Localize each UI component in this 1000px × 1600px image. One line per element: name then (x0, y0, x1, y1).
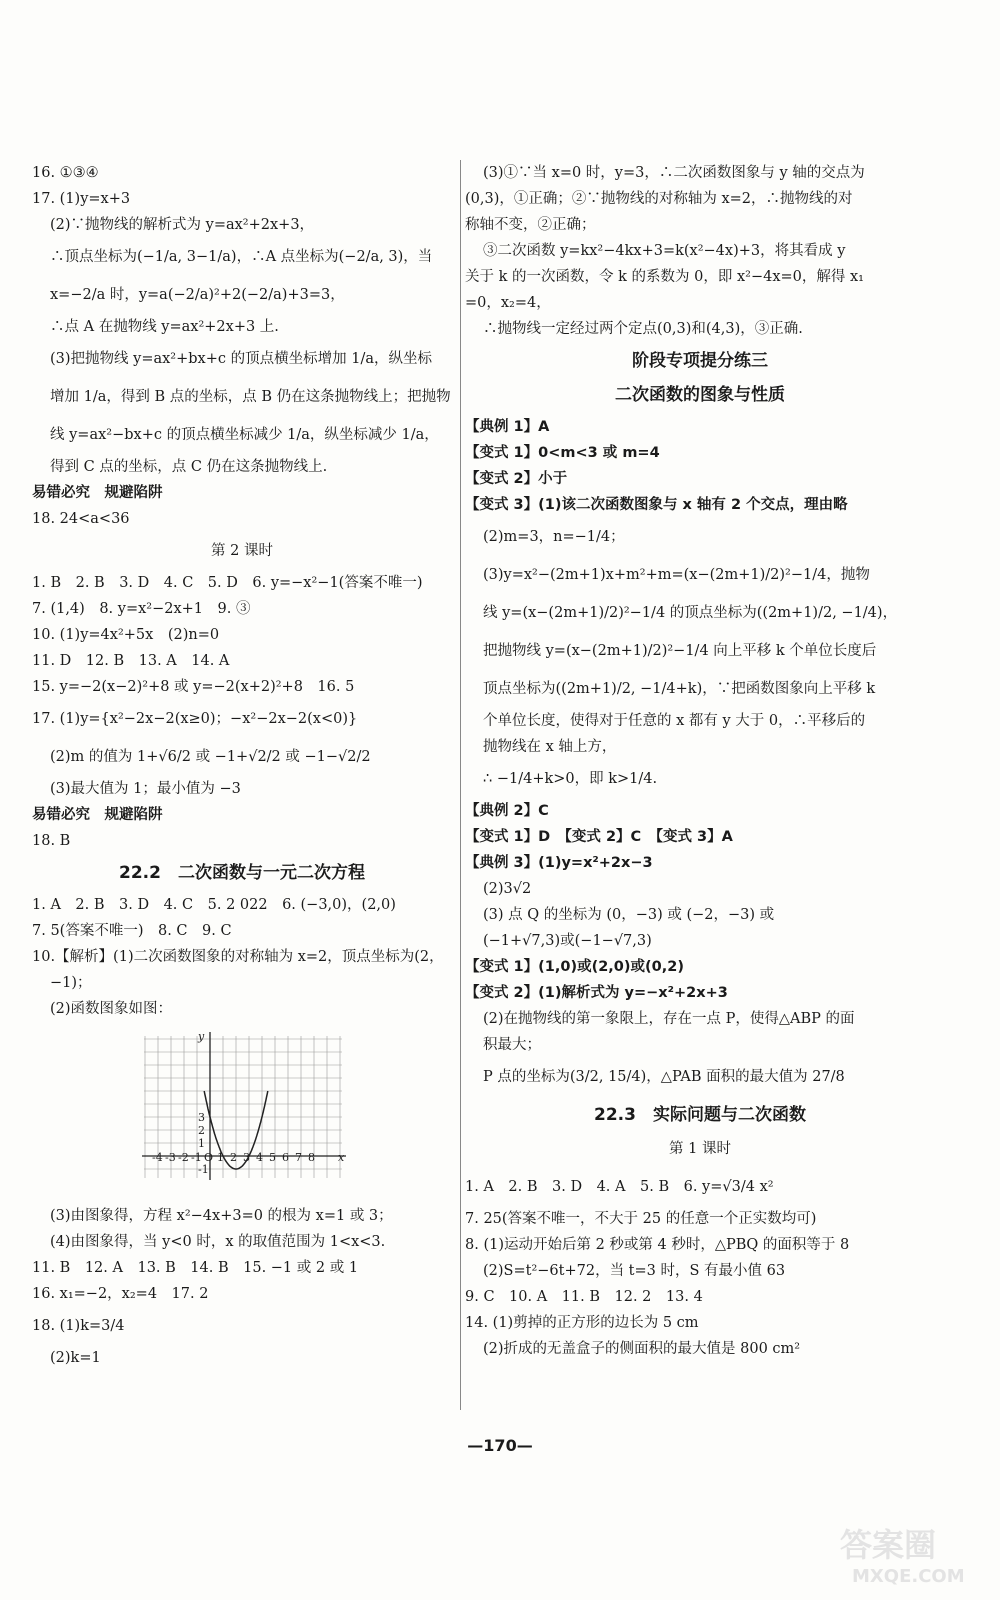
right-line: 抛物线在 x 轴上方， (483, 739, 617, 755)
x-axis-label: x (338, 1151, 345, 1164)
right-line: (3)①∵当 x=0 时，y=3，∴二次函数图象与 y 轴的交点为 (483, 165, 865, 181)
right-line: 个单位长度，使得对于任意的 x 都有 y 大于 0，∴平移后的 (483, 713, 866, 729)
right-line: (3)y=x²−(2m+1)x+m²+m=(x−(2m+1)/2)²−1/4，抛物 (483, 567, 870, 583)
left-line: 17. (1)y=x+3 (32, 191, 131, 207)
left-line: x=−2/a 时，y=a(−2/a)²+2(−2/a)+3=3， (50, 287, 345, 303)
left-line: 17. (1)y={x²−2x−2(x≥0)；−x²−2x−2(x<0)} (32, 711, 358, 727)
x-tick-label: 5 (269, 1151, 276, 1164)
left-answers-part1 (32, 160, 452, 1022)
left2-line: 11. B 12. A 13. B 14. B 15. −1 或 2 或 1 (32, 1260, 359, 1276)
right-line: 关于 k 的一次函数，令 k 的系数为 0，即 x²−4x=0，解得 x₁ (465, 269, 864, 285)
left-line: (2)m 的值为 1+√6/2 或 −1+√2/2 或 −1−√2/2 (50, 749, 371, 765)
watermark-url: MXQE.COM (852, 1566, 965, 1587)
right-line: (0,3)，①正确；②∵抛物线的对称轴为 x=2，∴抛物线的对 (465, 191, 853, 207)
y-axis-label: y (198, 1030, 205, 1043)
right-line: ∴ −1/4+k>0，即 k>1/4. (483, 771, 658, 787)
x-tick-label: 3 (243, 1151, 250, 1164)
left2-line: (2)k=1 (50, 1350, 101, 1366)
left-line: ∴点 A 在抛物线 y=ax²+2x+3 上. (50, 319, 279, 335)
right-line: 线 y=(x−(2m+1)/2)²−1/4 的顶点坐标为((2m+1)/2, −1/4)， (483, 605, 898, 621)
x-tick-label: -4 (152, 1151, 163, 1164)
right-column (465, 160, 935, 1362)
left-line: ∴顶点坐标为(−1/a, 3−1/a)，∴A 点坐标为(−2/a, 3)，当 (50, 249, 433, 265)
right-line: 7. 25(答案不唯一，不大于 25 的任意一个正实数均可) (465, 1211, 817, 1227)
right-line: 【典例 1】A (465, 419, 550, 435)
right-line: ∴抛物线一定经过两个定点(0,3)和(4,3)，③正确. (483, 321, 803, 337)
left-line: 22.2 二次函数与一元二次方程 (119, 863, 365, 883)
left-line: 1. A 2. B 3. D 4. C 5. 2 022 6. (−3,0)，(2,0) (32, 897, 396, 913)
watermark-logo (830, 1518, 980, 1588)
right-line: 8. (1)运动开始后第 2 秒或第 4 秒时，△PBQ 的面积等于 8 (465, 1237, 850, 1253)
right-line: 1. A 2. B 3. D 4. A 5. B 6. y=√3/4 x² (465, 1179, 774, 1195)
left2-line: (3)由图象得，方程 x²−4x+3=0 的根为 x=1 或 3； (50, 1208, 393, 1224)
right-line: 【典例 3】(1)y=x²+2x−3 (465, 855, 653, 871)
left-line: 线 y=ax²−bx+c 的顶点横坐标减少 1/a，纵坐标减少 1/a， (50, 427, 439, 443)
x-tick-label: 4 (256, 1151, 263, 1164)
right-line: (2)在抛物线的第一象限上，存在一点 P，使得△ABP 的面 (483, 1011, 855, 1027)
left-line: (2)∵抛物线的解析式为 y=ax²+2x+3， (50, 217, 315, 233)
right-line: 【变式 1】0<m<3 或 m=4 (465, 445, 660, 461)
right-line: 【变式 1】D 【变式 2】C 【变式 3】A (465, 829, 733, 845)
right-line: (3) 点 Q 的坐标为 (0，−3) 或 (−2，−3) 或 (483, 907, 775, 923)
left-line: 1. B 2. B 3. D 4. C 5. D 6. y=−x²−1(答案不唯一) (32, 575, 423, 591)
left-line: 增加 1/a，得到 B 点的坐标，点 B 仍在这条抛物线上；把抛物 (50, 389, 451, 405)
x-tick-label: 7 (295, 1151, 302, 1164)
left-line: 7. 5(答案不唯一) 8. C 9. C (32, 923, 232, 939)
left-line: 18. B (32, 833, 71, 849)
parabola-graph (132, 1028, 352, 1188)
right-line: 第 1 课时 (669, 1141, 731, 1157)
x-tick-label: 2 (230, 1151, 237, 1164)
y-tick-label: 1 (198, 1137, 205, 1150)
column-divider (460, 160, 461, 1410)
right-line: (−1+√7,3)或(−1−√7,3) (483, 933, 652, 949)
right-line: 【变式 2】小于 (465, 471, 568, 487)
left-line: 7. (1,4) 8. y=x²−2x+1 9. ③ (32, 601, 251, 617)
left2-line: 16. x₁=−2，x₂=4 17. 2 (32, 1286, 209, 1302)
y-tick-label: 2 (198, 1124, 205, 1137)
x-tick-label: 6 (282, 1151, 289, 1164)
right-line: (2)m=3，n=−1/4； (483, 529, 625, 545)
left-line: 易错必究 规避陷阱 (32, 807, 163, 823)
x-tick-label: 8 (308, 1151, 315, 1164)
left-line: (3)把抛物线 y=ax²+bx+c 的顶点横坐标增加 1/a，纵坐标 (50, 351, 432, 367)
left-line: 18. 24<a<36 (32, 511, 130, 527)
left-column (32, 160, 452, 1371)
left-line: −1)； (50, 975, 92, 991)
left-line: 11. D 12. B 13. A 14. A (32, 653, 230, 669)
right-line: =0，x₂=4， (465, 295, 551, 311)
left-line: 得到 C 点的坐标，点 C 仍在这条抛物线上. (50, 459, 328, 475)
x-tick-label: -1 (191, 1151, 202, 1164)
right-line: 把抛物线 y=(x−(2m+1)/2)²−1/4 向上平移 k 个单位长度后 (483, 643, 877, 659)
right-line: (2)3√2 (483, 881, 532, 897)
left2-line: (4)由图象得，当 y<0 时，x 的取值范围为 1<x<3. (50, 1234, 386, 1250)
x-tick-label: -3 (165, 1151, 176, 1164)
x-tick-label: 1 (217, 1151, 224, 1164)
right-line: 14. (1)剪掉的正方形的边长为 5 cm (465, 1315, 699, 1331)
right-line: (2)折成的无盖盒子的侧面积的最大值是 800 cm² (483, 1341, 801, 1357)
watermark-text: 答案圈 (840, 1526, 937, 1564)
right-line: 积最大； (483, 1037, 541, 1053)
left2-line: 18. (1)k=3/4 (32, 1318, 125, 1334)
y-tick-label: 3 (198, 1111, 205, 1124)
y-tick-label: -1 (198, 1163, 209, 1176)
left-line: 第 2 课时 (211, 543, 273, 559)
left-line: 易错必究 规避陷阱 (32, 485, 163, 501)
left-line: (3)最大值为 1；最小值为 −3 (50, 781, 241, 797)
x-tick-label: O (204, 1151, 214, 1164)
right-line: 阶段专项提分练三 (632, 351, 768, 371)
left-line: 10.【解析】(1)二次函数图象的对称轴为 x=2，顶点坐标为(2， (32, 949, 444, 965)
x-tick-label: -2 (178, 1151, 189, 1164)
left-line: 15. y=−2(x−2)²+8 或 y=−2(x+2)²+8 16. 5 (32, 679, 355, 695)
right-line: 【变式 3】(1)该二次函数图象与 x 轴有 2 个交点，理由略 (465, 497, 848, 513)
right-line: 22.3 实际问题与二次函数 (594, 1105, 806, 1125)
right-answers (465, 160, 935, 1362)
right-line: 称轴不变，②正确； (465, 217, 596, 233)
right-line: 二次函数的图象与性质 (615, 385, 785, 405)
page-number: —170— (467, 1436, 533, 1455)
right-line: P 点的坐标为(3/2, 15/4)，△PAB 面积的最大值为 27/8 (483, 1069, 845, 1085)
right-line: 【变式 1】(1,0)或(2,0)或(0,2) (465, 959, 684, 975)
right-line: 【变式 2】(1)解析式为 y=−x²+2x+3 (465, 985, 728, 1001)
right-line: 顶点坐标为((2m+1)/2, −1/4+k)，∵把函数图象向上平移 k (483, 681, 876, 697)
right-line: (2)S=t²−6t+72，当 t=3 时，S 有最小值 63 (483, 1263, 786, 1279)
right-line: 【典例 2】C (465, 803, 549, 819)
left-line: 10. (1)y=4x²+5x (2)n=0 (32, 627, 220, 643)
right-line: 9. C 10. A 11. B 12. 2 13. 4 (465, 1289, 703, 1305)
left-line: (2)函数图象如图： (50, 1001, 173, 1017)
left-line: 16. ①③④ (32, 165, 99, 181)
left-answers-part2 (32, 1203, 452, 1371)
right-line: ③二次函数 y=kx²−4kx+3=k(x²−4x)+3，将其看成 y (483, 243, 846, 259)
